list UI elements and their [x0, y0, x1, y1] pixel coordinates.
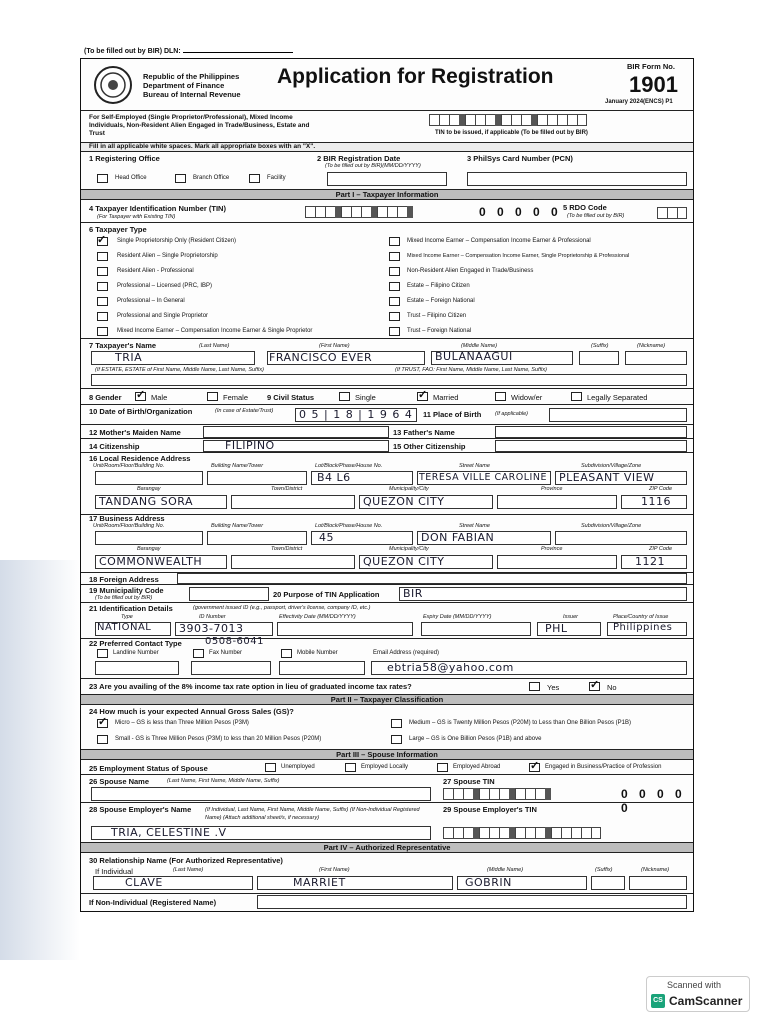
unemployed-checkbox[interactable] [265, 763, 276, 772]
middle-name-caption: (Middle Name) [461, 343, 498, 349]
trust-note: (If TRUST, FAO: First Name, Middle Name, Last Name, Suffix) [395, 367, 547, 373]
micro-label: Micro – GS is less than Three Million Pesos (P3M) [115, 720, 249, 726]
part-4-banner: Part IV – Authorized Representative [81, 843, 693, 853]
facility-checkbox[interactable] [249, 174, 260, 183]
for-whom-text: For Self-Employed (Single Proprietor/Professional), Mixed Income Individuals, Non-Resident Alien Engaged in Trade/Business, Estate and Trust [89, 114, 310, 137]
bus-brgy-value: COMMONWEALTH [99, 555, 203, 568]
id-col-country: Place/Country of Issue [613, 614, 669, 620]
first-name-caption: (First Name) [319, 343, 350, 349]
mobile-checkbox[interactable] [281, 649, 292, 658]
widow-label: Widow/er [511, 393, 543, 402]
gross-sales-row [81, 706, 693, 750]
name-first-value: FRANCISCO EVER [269, 351, 373, 364]
civil-status-label: 9 Civil Status [267, 393, 315, 402]
employed-abroad-label: Employed Abroad [453, 764, 501, 770]
bus-col-subd: Subdivision/Village/Zone [581, 523, 642, 529]
fill-note-row [81, 143, 693, 152]
fill-note: Fill in all applicable white spaces. Mark all appropriate boxes with an "X". [89, 143, 316, 150]
type-right-5-checkbox[interactable] [389, 312, 400, 321]
type-right-6-checkbox[interactable] [389, 327, 400, 336]
issued-tin-boxes [429, 114, 587, 126]
married-label: Married [433, 393, 459, 402]
res-col-city: Municipality/City [389, 486, 429, 492]
type-left-5-checkbox[interactable] [97, 312, 108, 321]
rep-first-field[interactable] [257, 876, 453, 890]
spouse-employer-tin-label: 29 Spouse Employer's TIN [443, 805, 537, 814]
res-col-brgy: Barangay [137, 486, 161, 492]
rep-nick-field[interactable] [629, 876, 687, 890]
taxpayer-name-row [81, 339, 693, 389]
part-2-banner: Part II – Taxpayer Classification [81, 695, 693, 705]
rep-first-value: MARRIET [293, 876, 346, 889]
small-label: Small - GS is Three Million Pesos (P3M) to less than 20 Million Pesos (P20M) [115, 736, 322, 742]
bus-col-brgy: Barangay [137, 546, 161, 552]
type-right-1: Mixed Income Earner – Compensation Income Earner, Single Proprietorship & Professional [407, 253, 630, 259]
type-right-6: Trust – Foreign National [407, 328, 472, 334]
form-revision: January 2024(ENCS) P1 [605, 99, 673, 105]
camscanner-brand: CamScanner [669, 994, 743, 1008]
spouse-tin-branch: 0 0 0 0 0 [621, 787, 686, 815]
mobile-field[interactable] [279, 661, 365, 675]
res-col-street: Street Name [459, 463, 490, 469]
employed-locally-label: Employed Locally [361, 764, 409, 770]
bir-seal-icon [93, 65, 133, 105]
bus-col-province: Province [541, 546, 563, 552]
tin-note-existing: (For Taxpayer with Existing TIN) [97, 214, 176, 220]
business-address-row [81, 515, 693, 573]
municipality-code-field[interactable] [189, 587, 269, 601]
bus-col-unit: Unit/Room/Floor/Building No. [93, 523, 165, 529]
taxpayer-type-row [81, 223, 693, 339]
part-3-banner: Part III – Spouse Information [81, 750, 693, 760]
type-left-2-checkbox[interactable] [97, 267, 108, 276]
name-middle-value: BULANAAGUI [435, 350, 513, 363]
fax-checkbox[interactable] [193, 649, 204, 658]
bus-building-field[interactable] [207, 531, 307, 545]
pcn-field[interactable] [467, 172, 687, 186]
place-of-birth-label: 11 Place of Birth [423, 410, 482, 419]
head-office-checkbox[interactable] [97, 174, 108, 183]
type-left-1: Resident Alien – Single Proprietorship [117, 253, 218, 259]
type-right-0: Mixed Income Earner – Compensation Income Earner & Professional [407, 238, 591, 244]
fax-label: Fax Number [209, 650, 243, 656]
spouse-employer-label: 28 Spouse Employer's Name [89, 805, 192, 814]
income-option-yes: Yes [547, 683, 560, 692]
res-building-field[interactable] [207, 471, 307, 485]
res-unit-field[interactable] [95, 471, 203, 485]
applicant-scope [81, 111, 693, 143]
rdo-boxes[interactable] [657, 207, 687, 219]
other-citizenship-label: 15 Other Citizenship [393, 442, 466, 451]
id-country-value: Philippines [613, 622, 673, 633]
mother-label: 12 Mother's Maiden Name [89, 428, 181, 437]
suffix-caption: (Suffix) [591, 343, 609, 349]
registration-date-field[interactable] [327, 172, 447, 186]
spouse-employment-row [81, 761, 693, 775]
pcn-label: 3 PhilSys Card Number (PCN) [467, 154, 573, 163]
mother-field[interactable] [203, 426, 389, 438]
email-label: Email Address (required) [373, 650, 440, 656]
income-option-no: No [607, 683, 617, 692]
res-street-value: TERESA VILLE CAROLINE [419, 472, 547, 483]
residence-address-row [81, 453, 693, 515]
employed-abroad-checkbox[interactable] [437, 763, 448, 772]
res-city-value: QUEZON CITY [363, 495, 445, 508]
spouse-name-label: 26 Spouse Name [89, 777, 150, 786]
last-name-caption: (Last Name) [199, 343, 230, 349]
bus-unit-field[interactable] [95, 531, 203, 545]
id-col-number: ID Number [199, 614, 226, 620]
office-row [81, 152, 693, 190]
email-value: ebtria58@yahoo.com [387, 661, 514, 674]
place-of-birth-field[interactable] [549, 408, 687, 422]
type-right-0-checkbox[interactable] [389, 237, 400, 246]
citizenship-row [81, 439, 693, 453]
spouse-employer-tin-boxes[interactable] [443, 827, 601, 839]
res-col-lot: Lot/Block/Phase/House No. [315, 463, 383, 469]
purpose-field[interactable] [399, 587, 687, 601]
taxpayer-tin-boxes[interactable] [305, 206, 413, 218]
rep-last-value: CLAVE [125, 876, 163, 889]
medium-label: Medium – GS is Twenty Million Pesos (P20M) to Less than One Billion Pesos (P1B) [409, 720, 631, 726]
married-checkmark: ✓ [418, 389, 428, 401]
type-left-5: Professional and Single Proprietor [117, 313, 209, 319]
unemployed-label: Unemployed [281, 764, 315, 770]
rep-middle-value: GOBRIN [465, 876, 512, 889]
female-checkbox[interactable] [207, 392, 218, 401]
res-province-field[interactable] [497, 495, 617, 509]
branch-office-label: Branch Office [193, 175, 230, 181]
type-left-3: Professional – Licensed (PRC, IBP) [117, 283, 213, 289]
id-effectivity-field[interactable] [277, 622, 413, 636]
id-details-row [81, 603, 693, 639]
bus-col-zip: ZIP Code [649, 546, 673, 552]
purpose-value: BIR [403, 587, 423, 600]
dob-label: 10 Date of Birth/Organization [89, 407, 193, 416]
gender-label: 8 Gender [89, 393, 122, 402]
spouse-employer-value: TRIA, CELESTINE .V [111, 826, 227, 839]
foreign-address-label: 18 Foreign Address [89, 575, 159, 584]
single-checkbox[interactable] [339, 392, 350, 401]
bus-subd-field[interactable] [555, 531, 687, 545]
employed-locally-checkbox[interactable] [345, 763, 356, 772]
single-label: Single [355, 393, 376, 402]
rdo-label: 5 RDO Code [563, 203, 607, 212]
type-right-3-checkbox[interactable] [389, 282, 400, 291]
head-office-label: Head Office [115, 175, 147, 181]
rdo-note: (To be filled out by BIR) [567, 213, 625, 219]
type-right-4: Estate – Foreign National [407, 298, 475, 304]
female-label: Female [223, 393, 249, 402]
male-checkmark: ✓ [136, 389, 146, 401]
non-individual-row [81, 894, 693, 910]
purpose-label: 20 Purpose of TIN Application [273, 590, 380, 599]
form-1901 [80, 58, 694, 912]
type-left-4-checkbox[interactable] [97, 297, 108, 306]
type-left-3-checkbox[interactable] [97, 282, 108, 291]
name-last-value: TRIA [115, 351, 143, 364]
mobile-label: Mobile Number [297, 650, 338, 656]
id-type-value: NATIONAL [97, 622, 152, 633]
contact-handwritten: 0508-6041 [205, 636, 265, 647]
small-checkbox[interactable] [97, 735, 108, 744]
type-right-2: Non-Resident Alien Engaged in Trade/Business [407, 268, 534, 274]
form-title: Application for Registration [277, 65, 554, 88]
type-left-4: Professional – In General [117, 298, 185, 304]
type-left-6: Mixed Income Earner – Compensation Income Earner & Single Proprietor [117, 328, 313, 334]
id-col-effectivity: Effectivity Date (MM/DD/YYYY) [279, 614, 356, 620]
spouse-tin-label: 27 Spouse TIN [443, 777, 495, 786]
res-lot-value: B4 L6 [317, 471, 351, 484]
registering-office-label: 1 Registering Office [89, 154, 160, 163]
representative-row [81, 854, 693, 894]
bus-col-city: Municipality/City [389, 546, 429, 552]
bus-col-street: Street Name [459, 523, 490, 529]
spouse-name-field[interactable] [91, 787, 431, 801]
non-individual-label: If Non-Individual (Registered Name) [89, 898, 217, 907]
fax-field[interactable] [191, 661, 271, 675]
bus-city-value: QUEZON CITY [363, 555, 445, 568]
camscanner-caption: Scanned with [667, 980, 722, 990]
res-zip-value: 1116 [641, 495, 671, 508]
foreign-address-row [81, 573, 693, 585]
tin-branch-code: 0 0 0 0 0 [479, 205, 562, 219]
spouse-tin-boxes[interactable] [443, 788, 551, 800]
large-label: Large – GS is One Billion Pesos (P1B) and above [409, 736, 542, 742]
type-left-0-checkmark: ✓ [97, 234, 107, 246]
birth-row [81, 405, 693, 425]
type-right-4-checkbox[interactable] [389, 297, 400, 306]
res-col-zip: ZIP Code [649, 486, 673, 492]
municipality-code-note: (To be filled out by BIR) [95, 595, 153, 601]
gross-sales-label: 24 How much is your expected Annual Gross Sales (GS)? [89, 707, 294, 716]
rep-suffix-caption: (Suffix) [595, 867, 613, 873]
type-right-5: Trust – Filipino Citizen [407, 313, 467, 319]
landline-field[interactable] [95, 661, 179, 675]
contact-row [81, 636, 693, 679]
type-right-3: Estate – Filipino Citizen [407, 283, 470, 289]
bus-town-field[interactable] [231, 555, 355, 569]
res-col-building: Building Name/Tower [211, 463, 264, 469]
engaged-business-checkmark: ✓ [530, 760, 540, 772]
if-individual-label: If Individual [95, 867, 133, 876]
tin-note: TIN to be issued, if applicable (To be filled out by BIR) [435, 130, 588, 136]
medium-checkbox[interactable] [391, 719, 402, 728]
camscanner-logo-icon: CS [651, 994, 665, 1008]
id-col-issuer: Issuer [563, 614, 578, 620]
gov-line-1: Republic of the Philippines [143, 72, 240, 81]
nickname-field[interactable] [625, 351, 687, 365]
engaged-business-label: Engaged in Business/Practice of Profession [545, 764, 662, 770]
res-col-subd: Subdivision/Village/Zone [581, 463, 642, 469]
legally-separated-checkbox[interactable] [571, 392, 582, 401]
gov-line-2: Department of Finance [143, 81, 225, 90]
id-col-type: Type [121, 614, 133, 620]
representative-label: 30 Relationship Name (For Authorized Representative) [89, 856, 283, 865]
form-number: 1901 [629, 72, 678, 97]
residence-label: 16 Local Residence Address [89, 454, 191, 463]
rep-suffix-field[interactable] [591, 876, 625, 890]
tin-row [81, 201, 693, 223]
municipality-purpose-row [81, 585, 693, 603]
scan-shadow [0, 560, 80, 960]
part-1-banner: Part I – Taxpayer Information [81, 190, 693, 200]
estate-note: (If ESTATE, ESTATE of First Name, Middle Name, Last Name, Suffix) [95, 367, 264, 373]
camscanner-badge [646, 976, 750, 1012]
suffix-field[interactable] [579, 351, 619, 365]
landline-checkbox[interactable] [97, 649, 108, 658]
id-details-label: 21 Identification Details [89, 604, 173, 613]
gender-civil-row [81, 389, 693, 405]
income-option-yes-checkbox[interactable] [529, 682, 540, 691]
gov-line-3: Bureau of Internal Revenue [143, 90, 241, 99]
father-label: 13 Father's Name [393, 428, 455, 437]
rep-first-caption: (First Name) [319, 867, 350, 873]
spouse-employer-note: (If Individual, Last Name, First Name, Middle Name, Suffix) (If Non-Individual Registered Name) (Attach additional sheet/s, if necessary) [205, 807, 420, 821]
res-col-unit: Unit/Room/Floor/Building No. [93, 463, 165, 469]
rep-nick-caption: (Nickname) [641, 867, 670, 873]
bus-zip-value: 1121 [635, 555, 665, 568]
place-of-birth-note: (If applicable) [495, 411, 529, 417]
spouse-name-note: (Last Name, First Name, Middle Name, Suffix) [167, 778, 280, 784]
dob-value: 0 5 | 1 8 | 1 9 6 4 [299, 408, 413, 421]
taxpayer-type-label: 6 Taxpayer Type [89, 225, 147, 234]
income-option-row [81, 679, 693, 695]
id-col-expiry: Expiry Date (MM/DD/YYYY) [423, 614, 492, 620]
estate-trust-field[interactable] [91, 374, 687, 386]
bus-col-town: Town/District [271, 546, 303, 552]
dob-note: (In case of Estate/Trust) [215, 408, 274, 414]
type-left-1-checkbox[interactable] [97, 252, 108, 261]
id-expiry-field[interactable] [421, 622, 531, 636]
type-left-0: Single Proprietorship Only (Resident Citizen) [117, 238, 237, 244]
spouse-employment-label: 25 Employment Status of Spouse [89, 764, 208, 773]
large-checkbox[interactable] [391, 735, 402, 744]
res-brgy-value: TANDANG SORA [99, 495, 194, 508]
bus-col-building: Building Name/Tower [211, 523, 264, 529]
tin-label: 4 Taxpayer Identification Number (TIN) [89, 204, 226, 213]
type-right-1-checkbox[interactable] [389, 252, 400, 261]
income-option-no-checkmark: ✓ [590, 679, 600, 691]
business-address-label: 17 Business Address [89, 514, 165, 523]
nickname-caption: (Nickname) [637, 343, 666, 349]
type-left-6-checkbox[interactable] [97, 327, 108, 336]
bus-province-field[interactable] [497, 555, 617, 569]
foreign-address-field[interactable] [177, 573, 687, 584]
rep-last-field[interactable] [93, 876, 253, 890]
branch-office-checkbox[interactable] [175, 174, 186, 183]
other-citizenship-field[interactable] [495, 440, 687, 452]
res-col-town: Town/District [271, 486, 303, 492]
res-col-province: Province [541, 486, 563, 492]
municipality-code-label: 19 Municipality Code [89, 586, 164, 595]
dln-label: (To be filled out by BIR) DLN: [84, 48, 293, 55]
registration-date-label: 2 BIR Registration Date [317, 154, 401, 163]
legally-separated-label: Legally Separated [587, 393, 648, 402]
bus-lot-value: 45 [319, 531, 334, 544]
rep-last-caption: (Last Name) [173, 867, 204, 873]
res-subd-value: PLEASANT VIEW [559, 471, 655, 484]
micro-checkmark: ✓ [98, 716, 108, 728]
male-label: Male [151, 393, 168, 402]
rep-middle-caption: (Middle Name) [487, 867, 524, 873]
bus-street-value: DON FABIAN [421, 531, 495, 544]
form-number-label: BIR Form No. [627, 62, 675, 71]
bus-col-lot: Lot/Block/Phase/House No. [315, 523, 383, 529]
registration-date-note: (To be filled out by BIR)(MM/DD/YYYY) [325, 163, 421, 169]
income-option-label: 23 Are you availing of the 8% income tax rate option in lieu of graduated income tax rates? [89, 682, 412, 691]
non-individual-field[interactable] [257, 895, 687, 909]
parents-row [81, 425, 693, 439]
citizenship-label: 14 Citizenship [89, 442, 140, 451]
type-right-2-checkbox[interactable] [389, 267, 400, 276]
id-issuer-value: PHL [545, 622, 568, 635]
res-town-field[interactable] [231, 495, 355, 509]
id-number-value: 3903-7013 [179, 622, 244, 635]
citizenship-value: FILIPINO [225, 439, 275, 452]
id-details-note: (government issued ID (e.g., passport, driver's license, company ID, etc.) [193, 605, 371, 611]
type-left-2: Resident Alien - Professional [117, 268, 194, 274]
taxpayer-name-label: 7 Taxpayer's Name [89, 341, 157, 350]
landline-label: Landline Number [113, 650, 159, 656]
contact-type-label: 22 Preferred Contact Type [89, 639, 182, 648]
facility-label: Facility [267, 175, 286, 181]
form-header [81, 59, 693, 111]
father-field[interactable] [495, 426, 687, 438]
spouse-employer-row [81, 803, 693, 843]
widow-checkbox[interactable] [495, 392, 506, 401]
